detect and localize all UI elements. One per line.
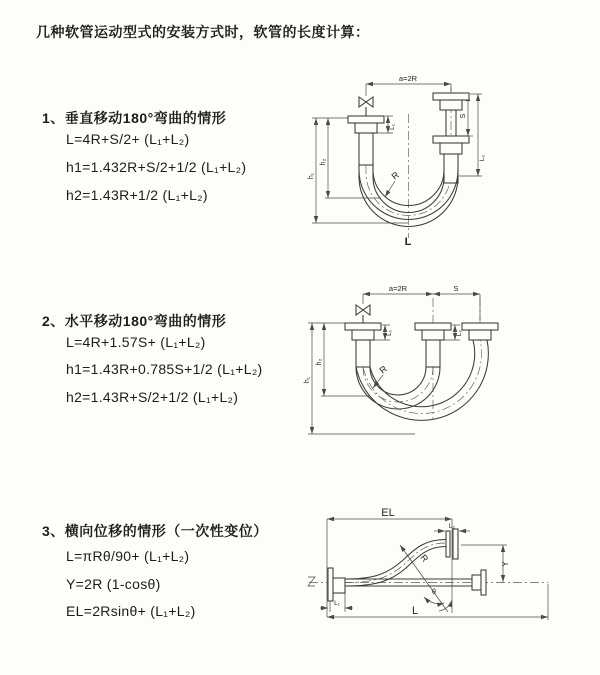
d2-dimensions	[308, 294, 480, 434]
section-3-formula-L: L=πRθ/90+ (L₁+L₂)	[66, 548, 190, 564]
d2-label-l2: L₂	[456, 329, 463, 337]
d3-label-theta: θ	[432, 589, 436, 596]
section-2-formula-h2: h2=1.43R+S/2+1/2 (L₁+L₂)	[66, 389, 239, 405]
d3-hose-assembly	[328, 529, 486, 601]
diagram-vertical-180-bend	[296, 66, 511, 264]
d2-label-a2r: a=2R	[388, 284, 408, 293]
d2-right-flange	[462, 323, 498, 330]
diagram-horizontal-180-bend	[295, 272, 530, 462]
d2-left-braid	[356, 340, 370, 367]
d2-middle-braid	[426, 340, 440, 367]
d2-label-l1: L₁	[386, 330, 393, 336]
d2-valve-icon	[356, 305, 370, 315]
d3-left-flange	[328, 568, 333, 601]
d1-valve-icon	[359, 97, 373, 107]
d3-label-l1: L₁	[334, 600, 340, 607]
d1-label-h1: h₁	[308, 172, 315, 180]
section-3-formula-Y: Y=2R (1-cosθ)	[66, 576, 161, 592]
d3-label-l: L	[411, 605, 419, 617]
section-2-heading: 2、水平移动180°弯曲的情形	[42, 313, 227, 329]
section-1-formula-h1: h1=1.432R+S/2+1/2 (L₁+L₂)	[66, 159, 247, 175]
d2-label-h1: h₁	[304, 376, 311, 384]
d2-left-flange	[345, 323, 381, 330]
d3-hose-displaced	[345, 540, 446, 580]
d2-label-h2: h₂	[316, 358, 323, 366]
d1-label-l: L	[404, 236, 412, 248]
d2-label-r: R	[377, 363, 389, 376]
d1-left-braid	[359, 133, 373, 165]
d2-middle-flange	[415, 323, 451, 330]
section-2-formula-h1: h1=1.43R+0.785S+1/2 (L₁+L₂)	[66, 361, 263, 377]
d3-label-r: R	[418, 552, 431, 564]
d3-centerlines	[309, 543, 548, 583]
d3-label-y: Y	[501, 561, 510, 567]
d3-right-flange	[472, 575, 481, 590]
d1-right-flange-upper	[433, 93, 469, 100]
d3-dimensions	[308, 519, 548, 620]
d3-label-el: EL	[381, 507, 395, 519]
d3-labels	[334, 507, 510, 617]
diagram-lateral-displacement	[300, 505, 590, 655]
d3-centerline-break	[308, 577, 315, 586]
d1-centerlines	[366, 87, 451, 238]
d2-label-s: S	[453, 284, 459, 293]
section-3-formula-EL: EL=2Rsinθ+ (L₁+L₂)	[66, 603, 196, 619]
page-title: 几种软管运动型式的安装方式时，软管的长度计算：	[36, 24, 370, 40]
d1-label-l2: L₂	[479, 154, 486, 162]
section-1-formula-h2: h2=1.43R+1/2 (L₁+L₂)	[66, 187, 208, 203]
section-1-formula-L: L=4R+S/2+ (L₁+L₂)	[66, 131, 190, 147]
d1-right-flange-lower	[433, 136, 469, 143]
d2-hose-assembly	[345, 305, 498, 420]
d1-label-r: R	[389, 169, 401, 182]
d1-right-braid	[444, 154, 458, 183]
section-2-formula-L: L=4R+1.57S+ (L₁+L₂)	[66, 334, 206, 350]
d1-label-s: S	[460, 113, 467, 119]
d1-label-h2: h₂	[320, 158, 327, 166]
section-1-heading: 1、垂直移动180°弯曲的情形	[42, 110, 227, 126]
d1-left-flange	[348, 116, 384, 123]
section-3-heading: 3、横向位移的情形（一次性变位）	[42, 523, 268, 539]
d1-label-l1: L₁	[389, 124, 396, 130]
d3-label-l2: L₂	[448, 523, 456, 530]
d3-upper-flange	[446, 531, 450, 557]
d1-label-a2r: a=2R	[398, 74, 418, 83]
